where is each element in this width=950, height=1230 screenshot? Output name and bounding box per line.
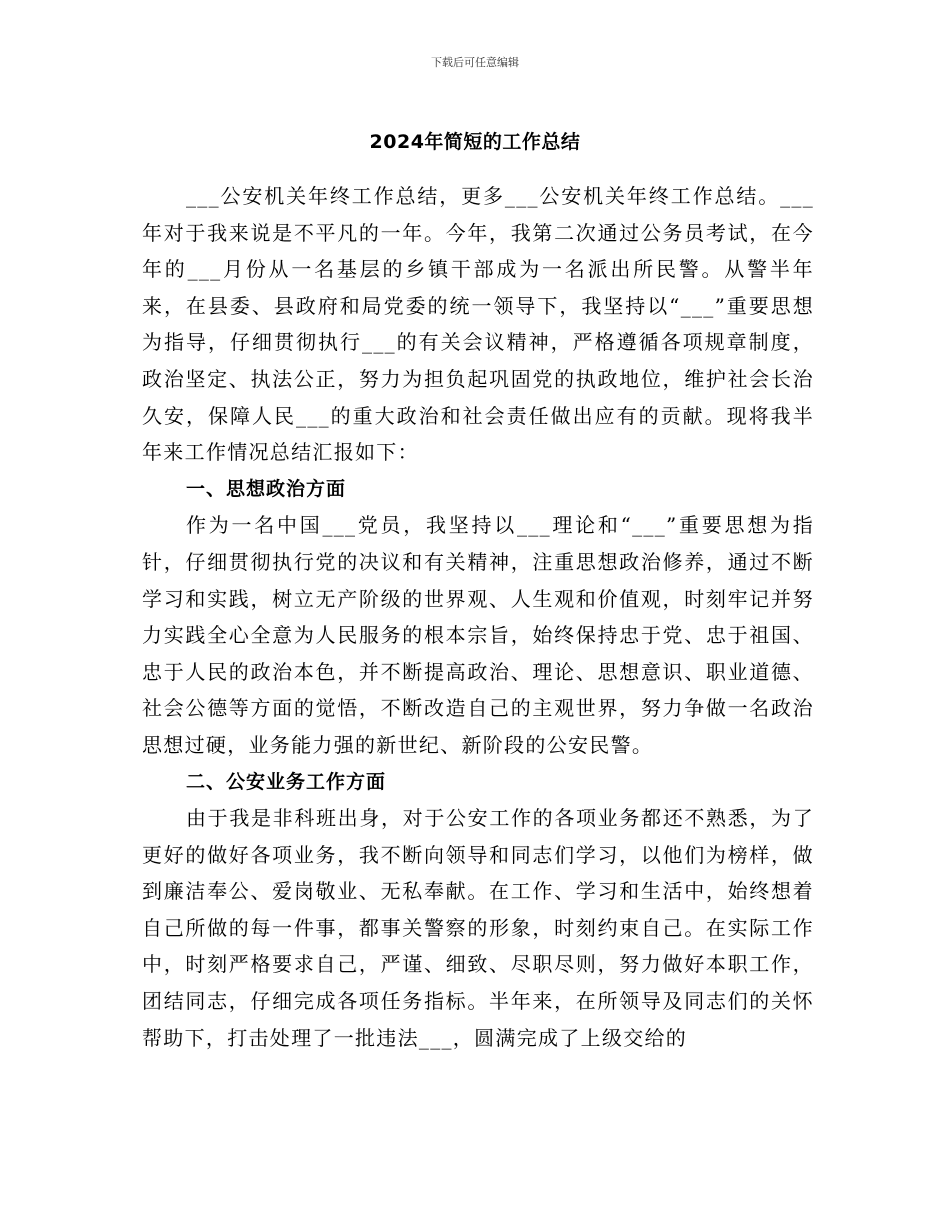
political-paragraph: 作为一名中国___党员，我坚持以___理论和“___”重要思想为指针，仔细贯彻执行党的决议和有关精神，注重思想政治修养，通过不断学习和实践，树立无产阶级的世界观、人生观和价值观，时刻牢记并努力实践全心全意为人民服务的根本宗旨，始终保持忠于党、忠于祖国、忠于人民的政治本色，并不断提高政治、理论、思想意识、职业道德、社会公德等方面的觉悟，不断改造自己的主观世界，努力争做一名政治思想过硬，业务能力强的新世纪、新阶段的公安民警。 [142, 513, 814, 757]
section-heading-political: 一、思想政治方面 [186, 477, 347, 500]
header-note: 下载后可任意编辑 [431, 56, 519, 69]
business-paragraph: 由于我是非科班出身，对于公安工作的各项业务都还不熟悉，为了更好的做好各项业务，我不断向领导和同志们学习，以他们为榜样，做到廉洁奉公、爱岗敬业、无私奉献。在工作、学习和生活中，始终想着自己所做的每一件事，都事关警察的形象，时刻约束自己。在实际工作中，时刻严格要求自己，严谨、细致、尽职尽则，努力做好本职工作，团结同志，仔细完成各项任务指标。半年来，在所领导及同志们的关怀帮助下，打击处理了一批违法___，圆满完成了上级交给的 [142, 806, 814, 1050]
intro-paragraph: ___公安机关年终工作总结，更多___公安机关年终工作总结。___年对于我来说是不平凡的一年。今年，我第二次通过公务员考试，在今年的___月份从一名基层的乡镇干部成为一名派出所民警。从警半年来，在县委、县政府和局党委的统一领导下，我坚持以“___”重要思想为指导，仔细贯彻执行___的有关会议精神，严格遵循各项规章制度，政治坚定、执法公正，努力为担负起巩固党的执政地位，维护社会长治久安，保障人民___的重大政治和社会责任做出应有的贡献。现将我半年来工作情况总结汇报如下： [142, 184, 814, 465]
document-title: 2024年简短的工作总结 [369, 131, 581, 153]
section-heading-business: 二、公安业务工作方面 [186, 770, 387, 793]
document-body [142, 178, 814, 1056]
